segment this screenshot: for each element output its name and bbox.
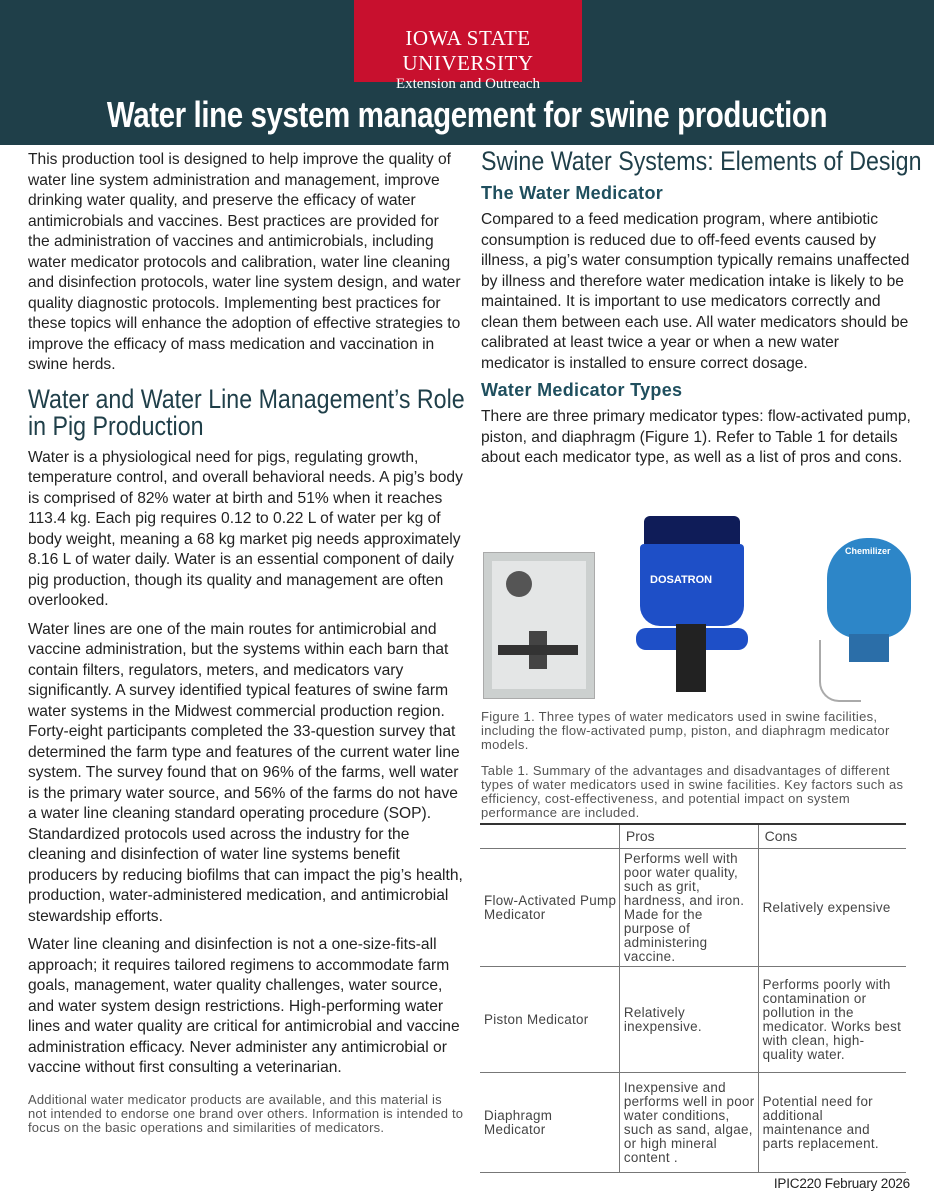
table-header-type: [480, 824, 619, 849]
row-pros: Inexpensive and performs well in poor water conditions, such as sand, algae, or high mineral content .: [619, 1073, 758, 1173]
medicator-types-paragraph: There are three primary medicator types: flow-activated pump, piston, and diaphragm (Figure 1). Refer to Table 1 for details about each medicator type, as well as a list of pros and cons.: [481, 408, 911, 466]
table-row: [480, 1073, 906, 1173]
row-pros: Relatively inexpensive.: [619, 967, 758, 1073]
row-pros: Performs well with poor water quality, such as grit, hardness, and iron. Made for the purpose of administering vaccine.: [619, 849, 758, 967]
section-title-design: Swine Water Systems: Elements of Design: [481, 146, 922, 176]
figure-caption: Figure 1. Three types of water medicators used in swine facilities, including the flow-activated pump, piston, and diaphragm medicator models.: [481, 709, 890, 752]
footer-doc-id: IPIC220 February 2026: [773, 1176, 910, 1191]
page-title: Water line system management for swine production: [106, 94, 828, 135]
row-cons: Potential need for additional maintenance and parts replacement.: [758, 1073, 906, 1173]
intro-paragraph: This production tool is designed to help improve the quality of water line system administration and management, improve drinking water quality, and preserve the efficacy of water antimicrobials and vaccines. Best practices are provided for the administration of vaccines and antimicrobials, including water medicator protocols and calibration, water line cleaning and disinfection protocols, water line system design, and water quality diagnostic protocols. Implementing best practices for these topics will enhance the adoption of effective strategies to improve the efficacy of mass medication and vaccination in swine herds.: [28, 151, 461, 373]
water-lines-paragraph: Water lines are one of the main routes for antimicrobial and vaccine administration, but the systems within each barn that contain filters, regulators, meters, and medicators vary significantly. A survey identified typical features of swine farm water systems in the Midwest commercial production region. Forty-eight participants completed the 33-question survey that determined the farm type and features of the current water line system. The survey found that on 96% of the farms, well water is the primary water source, and 56% of the farms do not have a water line cleaning standard operating procedure (SOP). Standardized protocols used across the industry for the cleaning and disinfection of water line systems benefit producers by reducing biofilms that can impact the pig’s health, production, water-administered medication, and antimicrobial stewardship efforts.: [28, 620, 463, 925]
row-cons: Performs poorly with contamination or pollution in the medicator. Works best with clean, high-quality water.: [758, 967, 906, 1073]
section-title-line-2: in Pig Production: [28, 410, 204, 441]
row-cons: Relatively expensive: [758, 849, 906, 967]
medicator-table: [480, 823, 906, 1173]
logo-unit: Extension and Outreach: [395, 76, 541, 92]
table-row: [480, 967, 906, 1073]
row-type: Flow-Activated Pump Medicator: [480, 849, 619, 967]
section-title-line-1: Water and Water Line Management’s Role: [28, 383, 465, 414]
table-header-row: [480, 824, 906, 849]
right-column: [481, 146, 922, 477]
section-title-role: [28, 383, 465, 441]
diaphragm-brand-label: Chemilizer: [845, 546, 891, 556]
piston-medicator-photo: [636, 516, 751, 696]
table-header-cons: Cons: [758, 824, 906, 849]
subheading-water-medicator: The Water Medicator: [481, 183, 664, 203]
left-column: [28, 150, 464, 1135]
flow-activated-pump-photo: [483, 552, 595, 699]
water-need-paragraph: Water is a physiological need for pigs, regulating growth, temperature control, and overall behavioral needs. A pig’s body is comprised of 82% water at birth and 51% when it reaches 113.4 kg. Each pig requires 0.12 to 0.22 L of water per kg of body weight, meaning a 68 kg market pig needs approximately 8.16 L of water daily. Water is an essential component of daily pig production, though its quality and management are often overlooked.: [28, 448, 463, 609]
row-type: Piston Medicator: [480, 967, 619, 1073]
diaphragm-medicator-photo: [813, 530, 911, 700]
isu-logo: [354, 0, 582, 92]
row-type: Diaphragm Medicator: [480, 1073, 619, 1173]
medicator-paragraph: Compared to a feed medication program, where antibiotic consumption is reduced due to off-feed events caused by illness, a pig’s water consumption typically remains unaffected by illness and therefore water medication intake is likely to be maintained. It is important to use medicators correctly and clean them between each use. All water medicators should be calibrated at least twice a year or when a new water medicator is installed to ensure correct dosage.: [481, 211, 910, 372]
table-caption: Table 1. Summary of the advantages and disadvantages of different types of water medicators used in swine facilities. Key factors such as efficiency, cost-effectiveness, and potential impact on system performance are included.: [481, 763, 904, 820]
piston-brand-label: DOSATRON: [650, 574, 713, 586]
table-header-pros: Pros: [619, 824, 758, 849]
cleaning-paragraph: Water line cleaning and disinfection is not a one-size-fits-all approach; it requires tailored regimens to accommodate farm goals, management, water quality challenges, water source, and water system design restrictions. High-performing water lines and water quality are critical for antimicrobial and vaccine administration efficacy. Never administer any antimicrobial or vaccine without first consulting a veterinarian.: [28, 936, 460, 1076]
disclaimer: Additional water medicator products are available, and this material is not intended to endorse one brand over others. Information is intended to focus on the basic operations and similarities of medicators.: [28, 1091, 464, 1135]
logo-university: IOWA STATE UNIVERSITY: [402, 26, 534, 75]
figure-medicators: [481, 510, 911, 710]
subheading-medicator-types: Water Medicator Types: [481, 380, 683, 400]
table-row: [480, 849, 906, 967]
